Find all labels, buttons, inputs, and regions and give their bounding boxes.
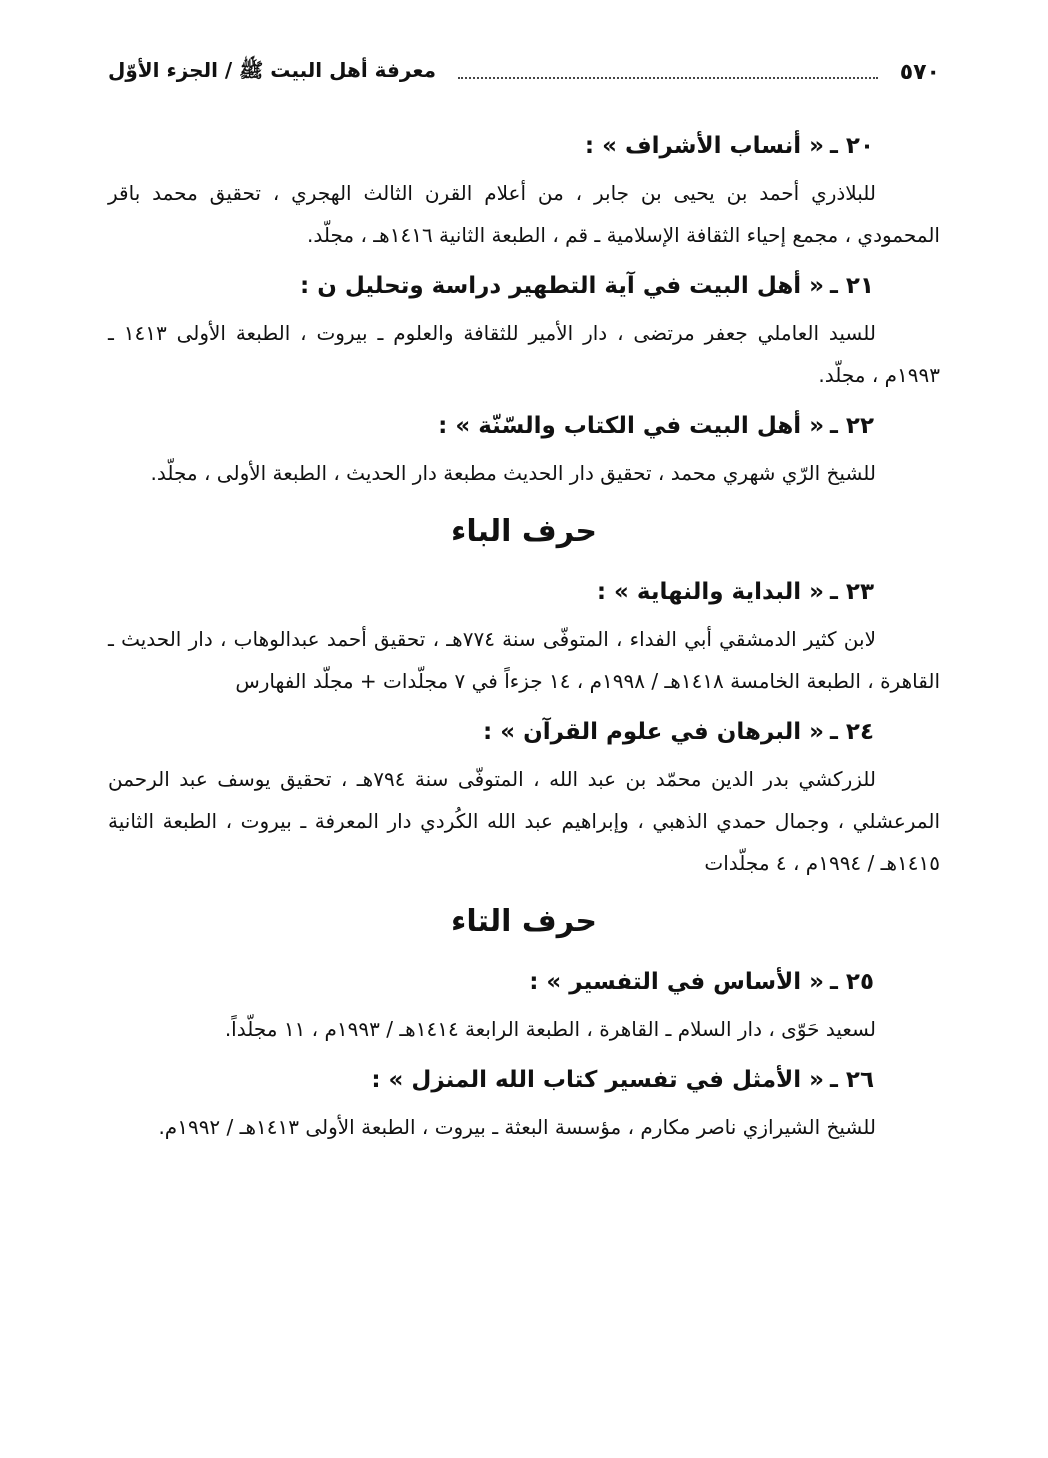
entry-number: ٢٥ ـ	[830, 969, 874, 995]
entry-book-title: « أنساب الأشراف » :	[584, 133, 825, 159]
entry-number: ٢٠ ـ	[830, 133, 874, 159]
entry-book-title: « البرهان في علوم القرآن » :	[483, 719, 825, 745]
section-heading-ta: حرف التاء	[451, 904, 597, 939]
header-dotted-leader	[458, 77, 878, 79]
entry-title	[108, 706, 940, 758]
entry-book-title: « الأمثل في تفسير كتاب الله المنزل » :	[371, 1067, 825, 1093]
entry-description: للشيخ الشيرازي ناصر مكارم ، مؤسسة البعثة ـ بيروت ، الطبعة الأولى ١٤١٣هـ / ١٩٩٢م.	[158, 1115, 876, 1139]
entry-title	[108, 120, 940, 172]
page-number: ٥٧٠	[899, 59, 940, 85]
entry-title	[108, 566, 940, 618]
page-content	[108, 120, 940, 1152]
entry-book-title: « أهل البيت في آية التطهير دراسة وتحليل ن :	[299, 273, 825, 299]
section-heading-ba: حرف الباء	[451, 514, 597, 549]
entry-description: لسعيد حَوّى ، دار السلام ـ القاهرة ، الطبعة الرابعة ١٤١٤هـ / ١٩٩٣م ، ١١ مجلّداً.	[224, 1017, 876, 1041]
entry-description: للبلاذري أحمد بن يحيى بن جابر ، من أعلام القرن الثالث الهجري ، تحقيق محمد باقر المحمودي ، مجمع إحياء الثقافة الإسلامية ـ قم ، الطبعة الثانية ١٤١٦هـ ، مجلّد.	[108, 181, 940, 247]
entry-number: ٢٤ ـ	[830, 719, 874, 745]
entry-number: ٢٢ ـ	[830, 413, 874, 439]
entry-book-title: « أهل البيت في الكتاب والسّنّة » :	[438, 413, 825, 439]
entry-book-title: « البداية والنهاية » :	[596, 579, 825, 605]
entry-description: لابن كثير الدمشقي أبي الفداء ، المتوفّى سنة ٧٧٤هـ ، تحقيق أحمد عبدالوهاب ، دار الحديث ـ القاهرة ، الطبعة الخامسة ١٤١٨هـ / ١٩٩٨م ، ١٤ جزءاً في ٧ مجلّدات + مجلّد الفهارس	[108, 627, 940, 693]
entry-number: ٢٦ ـ	[830, 1067, 874, 1093]
entry-book-title: « الأساس في التفسير » :	[529, 969, 825, 995]
page-header	[108, 52, 940, 92]
entry-description: للسيد العاملي جعفر مرتضى ، دار الأمير للثقافة والعلوم ـ بيروت ، الطبعة الأولى ١٤١٣ ـ ١٩٩٣م ، مجلّد.	[108, 321, 940, 387]
entry-description: للزركشي بدر الدين محمّد بن عبد الله ، المتوفّى سنة ٧٩٤هـ ، تحقيق يوسف عبد الرحمن المرعشلي ، وجمال حمدي الذهبي ، وإبراهيم عبد الله الكُردي دار المعرفة ـ بيروت ، الطبعة الثانية ١٤١٥هـ / ١٩٩٤م ، ٤ مجلّدات	[108, 767, 940, 875]
entry-title	[108, 400, 940, 452]
entry-title	[108, 956, 940, 1008]
running-title: معرفة أهل البيت ﷺ / الجزء الأوّل	[108, 57, 436, 82]
entry-number: ٢٣ ـ	[830, 579, 874, 605]
entry-description: للشيخ الرّي شهري محمد ، تحقيق دار الحديث مطبعة دار الحديث ، الطبعة الأولى ، مجلّد.	[150, 461, 876, 485]
entry-title	[108, 1054, 940, 1106]
entry-number: ٢١ ـ	[830, 273, 874, 299]
entry-title	[108, 260, 940, 312]
